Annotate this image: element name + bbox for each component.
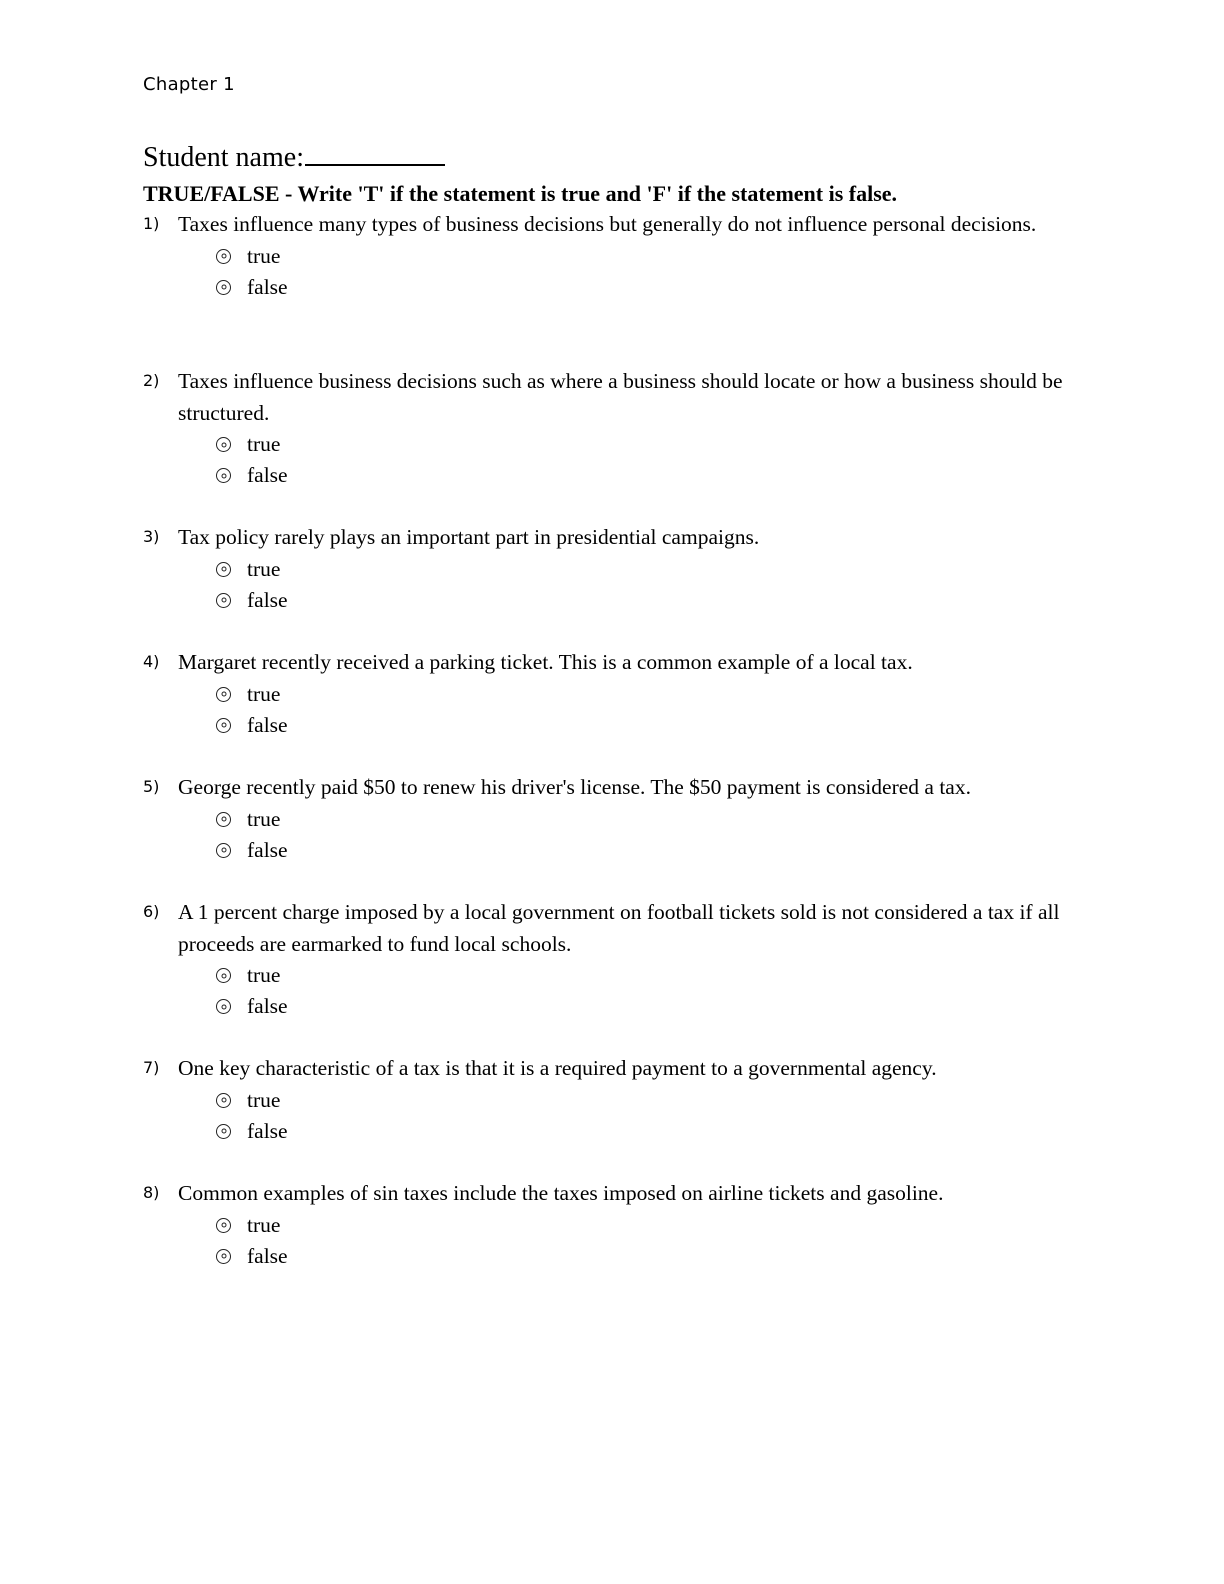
radio-icon[interactable]: [216, 468, 231, 483]
radio-icon[interactable]: [216, 1124, 231, 1139]
radio-icon[interactable]: [216, 999, 231, 1014]
answer-options: [216, 1210, 1083, 1272]
question-8: [143, 1178, 1083, 1272]
instructions: TRUE/FALSE - Write 'T' if the statement is true and 'F' if the statement is false.: [143, 181, 898, 206]
student-name-label: Student name:: [143, 142, 304, 173]
option-false[interactable]: [216, 710, 1083, 741]
option-label: true: [247, 1212, 281, 1237]
option-false[interactable]: [216, 1116, 1083, 1147]
option-label: false: [247, 712, 288, 737]
radio-icon[interactable]: [216, 562, 231, 577]
option-label: false: [247, 274, 288, 299]
option-label: false: [247, 1118, 288, 1143]
option-label: true: [247, 963, 281, 987]
option-true[interactable]: [216, 429, 1083, 460]
radio-icon[interactable]: [216, 843, 231, 858]
option-false[interactable]: [216, 1241, 1083, 1272]
option-label: false: [247, 837, 288, 862]
radio-icon[interactable]: [216, 1218, 231, 1233]
question-number: 5): [143, 777, 160, 796]
answer-options: [216, 804, 1083, 866]
option-false[interactable]: [216, 991, 1083, 1022]
answer-options: [216, 960, 1083, 1022]
radio-icon[interactable]: [216, 718, 231, 733]
radio-icon[interactable]: [216, 280, 231, 295]
option-label: false: [247, 994, 288, 1018]
radio-icon[interactable]: [216, 687, 231, 702]
radio-icon[interactable]: [216, 968, 231, 983]
option-true[interactable]: [216, 1085, 1083, 1116]
option-true[interactable]: [216, 679, 1083, 710]
answer-options: [216, 429, 1083, 491]
question-1: [143, 209, 1083, 303]
question-5: [143, 772, 1083, 866]
answer-options: [216, 554, 1083, 616]
question-2: [143, 366, 1083, 491]
question-text: Common examples of sin taxes include the taxes imposed on airline tickets and gasoline.: [178, 1181, 944, 1205]
option-false[interactable]: [216, 460, 1083, 491]
option-true[interactable]: [216, 960, 1083, 991]
question-4: [143, 647, 1083, 741]
option-label: true: [247, 243, 281, 268]
question-number: 4): [143, 652, 160, 671]
option-label: true: [247, 1087, 281, 1112]
option-label: true: [247, 681, 281, 706]
radio-icon[interactable]: [216, 249, 231, 264]
answer-options: [216, 679, 1083, 741]
option-label: true: [247, 556, 281, 581]
answer-options: [216, 1085, 1083, 1147]
radio-icon[interactable]: [216, 593, 231, 608]
option-true[interactable]: [216, 1210, 1083, 1241]
question-text: Taxes influence business decisions such as where a business should locate or how a business should be structured.: [178, 369, 1063, 425]
question-3: [143, 522, 1083, 616]
radio-icon[interactable]: [216, 1093, 231, 1108]
chapter-heading: Chapter 1: [143, 74, 235, 95]
question-number: 6): [143, 902, 160, 921]
question-number: 8): [143, 1183, 160, 1202]
question-text: Taxes influence many types of business decisions but generally do not influence personal decisions.: [178, 212, 1037, 236]
question-text: One key characteristic of a tax is that it is a required payment to a governmental agency.: [178, 1056, 937, 1080]
option-true[interactable]: [216, 554, 1083, 585]
option-label: false: [247, 587, 288, 612]
question-number: 3): [143, 527, 160, 546]
student-name-line: [143, 142, 445, 174]
radio-icon[interactable]: [216, 1249, 231, 1264]
answer-options: [216, 241, 1083, 303]
question-6: [143, 897, 1083, 1022]
option-false[interactable]: [216, 272, 1083, 303]
question-number: 2): [143, 371, 160, 390]
radio-icon[interactable]: [216, 812, 231, 827]
question-text: Margaret recently received a parking ticket. This is a common example of a local tax.: [178, 650, 913, 674]
option-label: true: [247, 432, 281, 456]
question-text: Tax policy rarely plays an important part in presidential campaigns.: [178, 525, 760, 549]
option-label: false: [247, 463, 288, 487]
question-7: [143, 1053, 1083, 1147]
student-name-blank[interactable]: [305, 142, 445, 166]
option-false[interactable]: [216, 585, 1083, 616]
option-label: true: [247, 806, 281, 831]
question-number: 1): [143, 214, 160, 233]
radio-icon[interactable]: [216, 437, 231, 452]
option-false[interactable]: [216, 835, 1083, 866]
option-label: false: [247, 1243, 288, 1268]
question-text: A 1 percent charge imposed by a local government on football tickets sold is not considered a tax if all proceeds are earmarked to fund local schools.: [178, 900, 1060, 956]
option-true[interactable]: [216, 804, 1083, 835]
question-number: 7): [143, 1058, 160, 1077]
option-true[interactable]: [216, 241, 1083, 272]
question-text: George recently paid $50 to renew his driver's license. The $50 payment is considered a tax.: [178, 775, 971, 799]
